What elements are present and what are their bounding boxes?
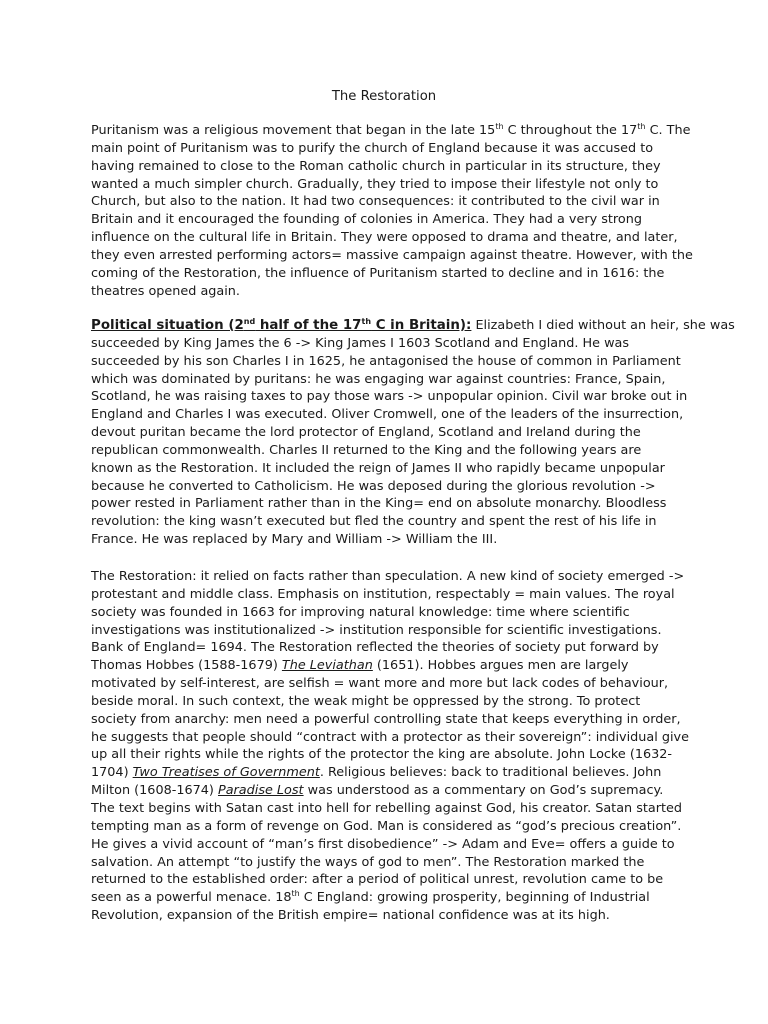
- text-line: power rested in Parliament rather than in the King= end on absolute monarchy. Bloodless: [91, 496, 667, 512]
- text-line: republican commonwealth. Charles II returned to the King and the following years are: [91, 442, 642, 458]
- text-line: main point of Puritanism was to purify the church of England because it was accused to: [91, 140, 654, 156]
- text-line: tempting man as a form of revenge on God. Man is considered as “god’s precious creation”.: [91, 818, 682, 834]
- text-line: they even arrested performing actors= massive campaign against theatre. However, with the: [91, 247, 693, 263]
- text-line: Revolution, expansion of the British empire= national confidence was at its high.: [91, 908, 610, 924]
- text-line: because he converted to Catholicism. He was deposed during the glorious revolution ->: [91, 478, 656, 494]
- section-heading: Political situation (2nd half of the 17th C in Britain):: [91, 317, 472, 333]
- text-line: he suggests that people should “contract with a protector as their sovereign”: individual give: [91, 729, 689, 745]
- work-title: Paradise Lost: [217, 783, 304, 799]
- text-line: Milton (1608-1674) Paradise Lost was understood as a commentary on God’s supremacy.: [91, 783, 664, 799]
- paragraph-political-situation: [91, 317, 735, 549]
- document-title: The Restoration: [331, 89, 437, 104]
- text-line: theatres opened again.: [91, 283, 240, 299]
- paragraph-restoration: [91, 568, 687, 925]
- text-line: Thomas Hobbes (1588-1679) The Leviathan (1651). Hobbes argues men are largely: [91, 658, 629, 674]
- text-line: England and Charles I was executed. Oliver Cromwell, one of the leaders of the insurrection,: [91, 407, 684, 423]
- text-line: The text begins with Satan cast into hell for rebelling against God, his creator. Satan started: [91, 800, 683, 816]
- text-line: up all their rights while the rights of the protector the king are absolute. John Locke (1632-: [91, 747, 673, 763]
- text-line: Britain and it encouraged the founding of colonies in America. They had a very strong: [91, 212, 642, 228]
- text-line: He gives a vivid account of “man’s first disobedience” -> Adam and Eve= offers a guide to: [91, 836, 675, 852]
- text-line: known as the Restoration. It included the reign of James II who rapidly became unpopular: [91, 460, 665, 476]
- text-line: having remained to close to the Roman catholic church in particular in its structure, they: [91, 158, 661, 174]
- text-line: revolution: the king wasn’t executed but fled the country and spent the rest of his life in: [91, 514, 657, 530]
- text-line: The Restoration: it relied on facts rather than speculation. A new kind of society emerged ->: [91, 569, 685, 584]
- text-line: which was dominated by puritans: he was engaging war against countries: France, Spain,: [91, 371, 666, 387]
- text-line: 1704) Two Treatises of Government. Religious believes: back to traditional believes. John: [91, 765, 662, 781]
- text-line: investigations was institutionalized -> institution responsible for scientific investigations.: [91, 622, 662, 638]
- text-line: beside moral. In such context, the weak might be oppressed by the strong. To protect: [91, 693, 641, 709]
- text-line: Political situation (2nd half of the 17th C in Britain): Elizabeth I died without an heir, she was: [91, 317, 735, 333]
- text-line: Bank of England= 1694. The Restoration reflected the theories of society put forward by: [91, 640, 659, 656]
- paragraph-puritanism: [91, 122, 693, 300]
- text-line: society from anarchy: men need a powerful controlling state that keeps everything in order,: [91, 711, 681, 727]
- text-line: Puritanism was a religious movement that began in the late 15th C throughout the 17th C. The: [91, 122, 691, 138]
- text-line: devout puritan became the lord protector of England, Scotland and Ireland during the: [91, 425, 641, 441]
- text-line: society was founded in 1663 for improving natural knowledge: time where scientific: [91, 604, 630, 620]
- text-line: motivated by self-interest, are selfish = want more and more but lack codes of behaviour,: [91, 676, 669, 692]
- text-line: salvation. An attempt “to justify the ways of god to men”. The Restoration marked the: [91, 854, 645, 870]
- text-line: seen as a powerful menace. 18th C England: growing prosperity, beginning of Industrial: [91, 889, 650, 906]
- work-title: The Leviathan: [281, 658, 373, 674]
- text-line: succeeded by King James the 6 -> King James I 1603 Scotland and England. He was: [91, 335, 630, 351]
- text-line: France. He was replaced by Mary and William -> William the III.: [91, 532, 498, 548]
- text-line: influence on the cultural life in Britain. They were opposed to drama and theatre, and later,: [91, 230, 678, 246]
- text-line: returned to the established order: after a period of political unrest, revolution came to be: [91, 872, 664, 888]
- text-line: coming of the Restoration, the influence of Puritanism started to decline and in 1616: the: [91, 265, 665, 281]
- text-line: succeeded by his son Charles I in 1625, he antagonised the house of common in Parliament: [91, 353, 681, 369]
- work-title: Two Treatises of Government: [132, 765, 320, 781]
- text-line: protestant and middle class. Emphasis on institution, respectably = main values. The royal: [91, 586, 675, 602]
- text-line: wanted a much simpler church. Gradually, they tried to impose their lifestyle not only to: [91, 176, 659, 192]
- text-line: Church, but also to the nation. It had two consequences: it contributed to the civil war in: [91, 194, 660, 210]
- text-line: Scotland, he was raising taxes to pay those wars -> unpopular opinion. Civil war broke out in: [91, 389, 688, 405]
